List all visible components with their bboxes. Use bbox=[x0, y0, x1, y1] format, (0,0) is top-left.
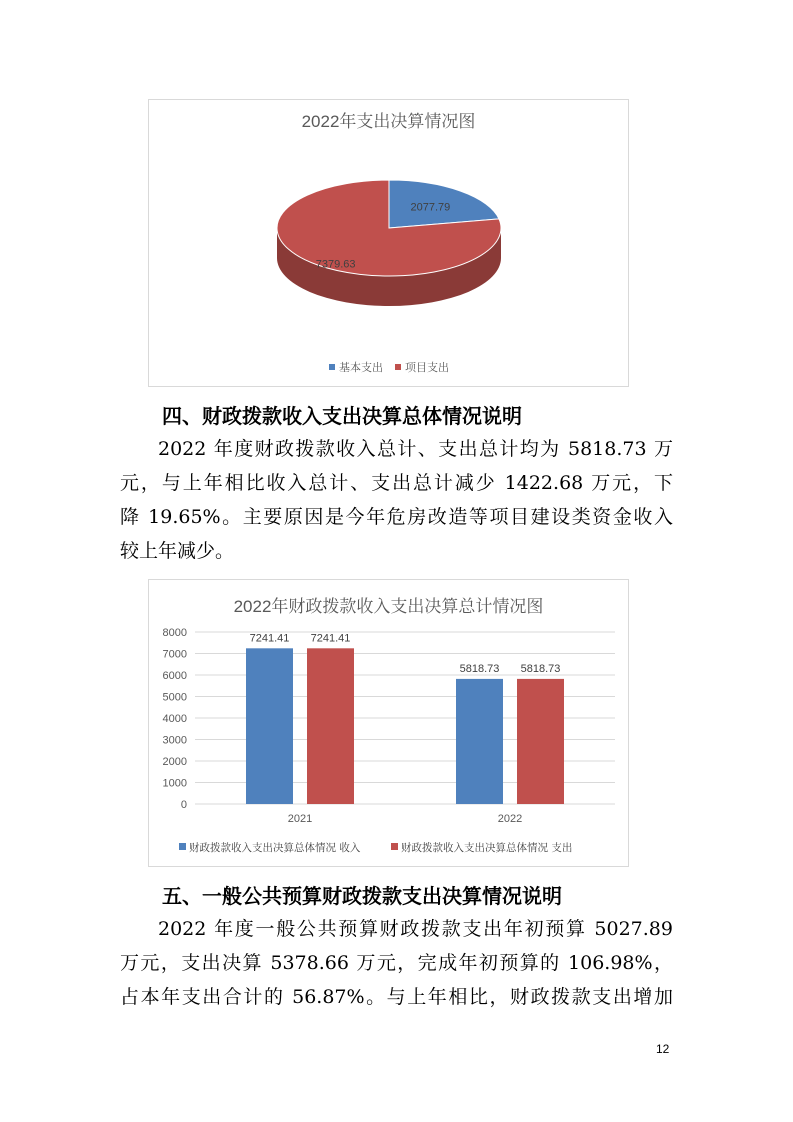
paragraph-line: 元，与上年相比收入总计、支出总计减少 1422.68 万元，下 bbox=[120, 472, 673, 494]
bar bbox=[517, 679, 564, 804]
section5-heading: 五、一般公共预算财政拨款支出决算情况说明 bbox=[162, 884, 562, 908]
paragraph-line: 2022 年度一般公共预算财政拨款支出年初预算 5027.89 bbox=[158, 918, 673, 940]
bar bbox=[246, 648, 293, 804]
y-tick-label: 0 bbox=[180, 799, 187, 811]
bar-chart bbox=[148, 579, 629, 867]
bar-data-label: 7241.41 bbox=[310, 632, 351, 645]
legend-entry: 基本支出 bbox=[339, 361, 383, 374]
y-tick-label: 2000 bbox=[162, 756, 187, 768]
paragraph-line: 降 19.65%。主要原因是今年危房改造等项目建设类资金收入 bbox=[120, 506, 673, 528]
y-tick-label: 5000 bbox=[162, 691, 187, 704]
pie-title: 2022年支出决算情况图 bbox=[301, 112, 476, 131]
pie-chart bbox=[148, 99, 629, 387]
x-tick-label: 2022 bbox=[497, 813, 523, 825]
x-tick-label: 2021 bbox=[287, 813, 313, 825]
section4-heading: 四、财政拨款收入支出决算总体情况说明 bbox=[162, 404, 522, 428]
bar bbox=[456, 679, 503, 804]
y-tick-label: 6000 bbox=[162, 670, 187, 682]
section4-paragraph bbox=[120, 432, 673, 568]
y-tick-label: 1000 bbox=[162, 777, 187, 790]
legend-entry: 财政拨款收入支出决算总体情况 收入 bbox=[189, 842, 361, 854]
bar-data-label: 5818.73 bbox=[459, 662, 500, 675]
bar bbox=[307, 648, 354, 804]
legend-entry: 财政拨款收入支出决算总体情况 支出 bbox=[401, 842, 573, 854]
paragraph-line: 占本年支出合计的 56.87%。与上年相比，财政拨款支出增加 bbox=[120, 986, 673, 1008]
y-tick-label: 7000 bbox=[162, 648, 187, 661]
paragraph-line: 较上年减少。 bbox=[120, 540, 235, 562]
bar-data-label: 5818.73 bbox=[520, 662, 561, 675]
pie-data-label: 2077.79 bbox=[410, 201, 451, 214]
legend-swatch bbox=[391, 843, 398, 850]
bar-title: 2022年财政拨款收入支出决算总计情况图 bbox=[233, 597, 544, 616]
paragraph-line: 万元，支出决算 5378.66 万元，完成年初预算的 106.98%， bbox=[120, 952, 673, 974]
legend-swatch bbox=[329, 364, 335, 370]
y-tick-label: 3000 bbox=[162, 734, 187, 747]
legend-swatch bbox=[179, 843, 186, 850]
legend-swatch bbox=[395, 364, 401, 370]
bar-data-label: 7241.41 bbox=[249, 632, 290, 645]
pie-data-label: 7379.63 bbox=[315, 258, 356, 271]
page-number: 12 bbox=[656, 1042, 670, 1056]
y-tick-label: 8000 bbox=[162, 627, 187, 639]
legend-entry: 项目支出 bbox=[405, 361, 449, 374]
y-tick-label: 4000 bbox=[162, 713, 187, 725]
paragraph-line: 2022 年度财政拨款收入总计、支出总计均为 5818.73 万 bbox=[158, 438, 673, 460]
section5-paragraph bbox=[120, 912, 673, 1014]
